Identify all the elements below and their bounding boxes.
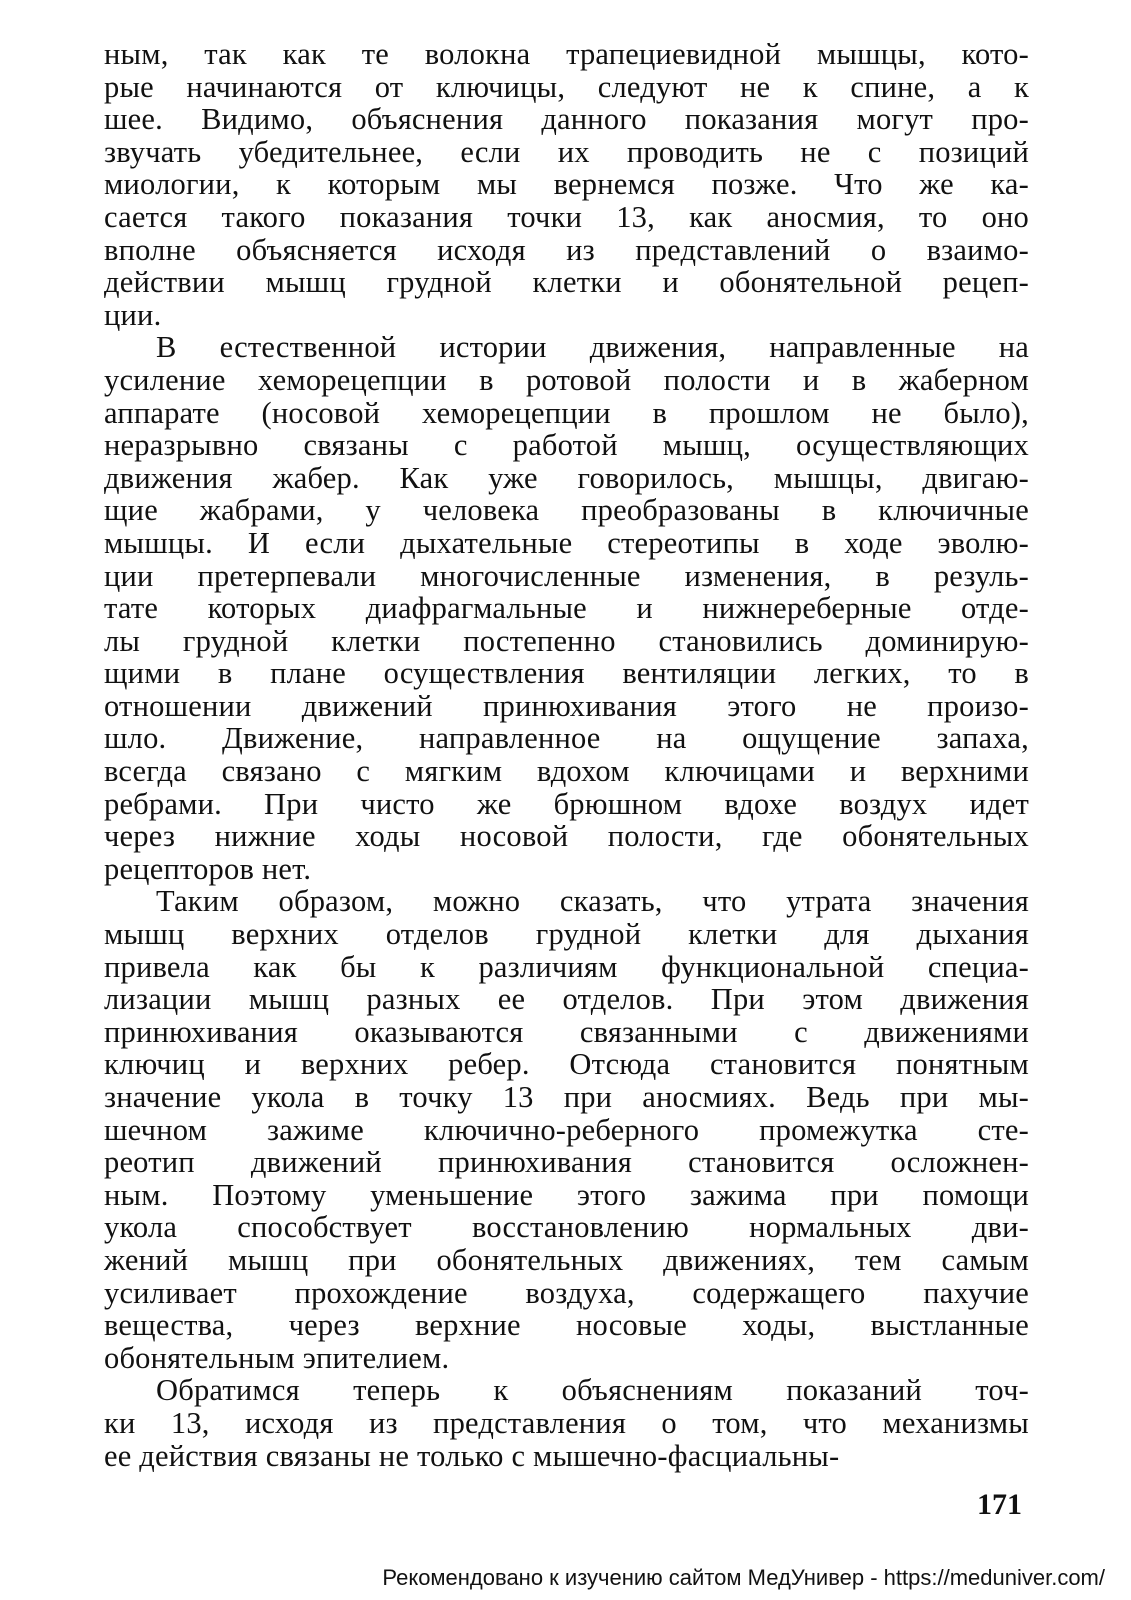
paragraph-1 — [104, 38, 1029, 331]
page-number: 171 — [977, 1488, 1022, 1521]
paragraph-3 — [104, 885, 1029, 1374]
text-line: ее действия связаны не только с мышечно-фасциальны- — [104, 1438, 840, 1473]
text-line: неразрывно связаны с работой мышц, осуществляющих — [104, 428, 1029, 463]
text-line: отношении движений принюхивания этого не произо- — [104, 688, 1029, 723]
paragraph-4 — [104, 1374, 1029, 1472]
text-line: сается такого показания точки 13, как аносмия, то оно — [104, 199, 1029, 234]
text-line: звучать убедительнее, если их проводить не с позиций — [104, 134, 1029, 169]
text-line: рецепторов нет. — [104, 851, 312, 886]
text-line: рые начинаются от ключицы, следуют не к спине, а к — [104, 69, 1029, 104]
text-line: ным, так как те волокна трапециевидной мышцы, кото- — [104, 37, 1029, 71]
text-line: через нижние ходы носовой полости, где обонятельных — [104, 819, 1029, 854]
text-line: щими в плане осуществления вентиляции легких, то в — [104, 656, 1029, 691]
text-line: ции. — [104, 297, 162, 332]
text-line: значение укола в точку 13 при аносмиях. Ведь при мы- — [104, 1080, 1029, 1114]
paragraph-2 — [104, 331, 1029, 885]
text-line: вполне объясняется исходя из представлений о взаимо- — [104, 232, 1029, 267]
text-line: Таким образом, можно сказать, что утрата значения — [156, 884, 1029, 919]
text-line: ции претерпевали многочисленные изменения, в резуль- — [104, 558, 1029, 593]
text-line: лизации мышц разных ее отделов. При этом движения — [104, 982, 1029, 1017]
footer-recommendation: Рекомендовано к изучению сайтом МедУнивер - https://meduniver.com/ — [382, 1565, 1105, 1590]
text-line: обонятельным эпителием. — [104, 1340, 450, 1375]
text-line: тате которых диафрагмальные и нижнереберные отде- — [104, 591, 1029, 626]
text-line: лы грудной клетки постепенно становились доминирую- — [104, 623, 1029, 658]
text-line: аппарате (носовой хеморецепции в прошлом не было), — [104, 395, 1029, 430]
text-line: ребрами. При чисто же брюшном вдохе воздух идет — [104, 786, 1029, 821]
text-line: ки 13, исходя из представления о том, что механизмы — [104, 1405, 1029, 1440]
text-line: вещества, через верхние носовые ходы, выстланные — [104, 1308, 1029, 1343]
text-line: Обратимся теперь к объяснениям показаний точ- — [156, 1373, 1029, 1408]
text-line: принюхивания оказываются связанными с движениями — [104, 1014, 1029, 1049]
text-line: усиление хеморецепции в ротовой полости и в жаберном — [104, 362, 1029, 397]
text-line: действии мышц грудной клетки и обонятельной рецеп- — [104, 265, 1029, 300]
text-line: движения жабер. Как уже говорилось, мышцы, двигаю- — [104, 460, 1029, 495]
text-line: жений мышц при обонятельных движениях, тем самым — [104, 1242, 1029, 1277]
text-line: миологии, к которым мы вернемся позже. Что же ка- — [104, 167, 1029, 202]
text-line: привела как бы к различиям функциональной специа- — [104, 949, 1029, 984]
text-line: ключиц и верхних ребер. Отсюда становится понятным — [104, 1047, 1029, 1082]
text-line: укола способствует восстановлению нормальных дви- — [104, 1210, 1029, 1245]
text-line: мышцы. И если дыхательные стереотипы в ходе эволю- — [104, 525, 1029, 560]
text-line: реотип движений принюхивания становится осложнен- — [104, 1145, 1029, 1180]
text-line: В естественной истории движения, направленные на — [156, 330, 1029, 365]
text-line: шее. Видимо, объяснения данного показания могут про- — [104, 102, 1029, 137]
text-line: ным. Поэтому уменьшение этого зажима при помощи — [104, 1177, 1029, 1212]
text-line: всегда связано с мягким вдохом ключицами и верхними — [104, 754, 1029, 789]
text-line: щие жабрами, у человека преобразованы в ключичные — [104, 493, 1029, 528]
text-line: усиливает прохождение воздуха, содержащего пахучие — [104, 1275, 1029, 1310]
text-line: мышц верхних отделов грудной клетки для дыхания — [104, 917, 1029, 952]
text-line: шечном зажиме ключично-реберного промежутка сте- — [104, 1112, 1029, 1147]
text-line: шло. Движение, направленное на ощущение запаха, — [104, 721, 1029, 756]
page-body — [104, 38, 1029, 1472]
